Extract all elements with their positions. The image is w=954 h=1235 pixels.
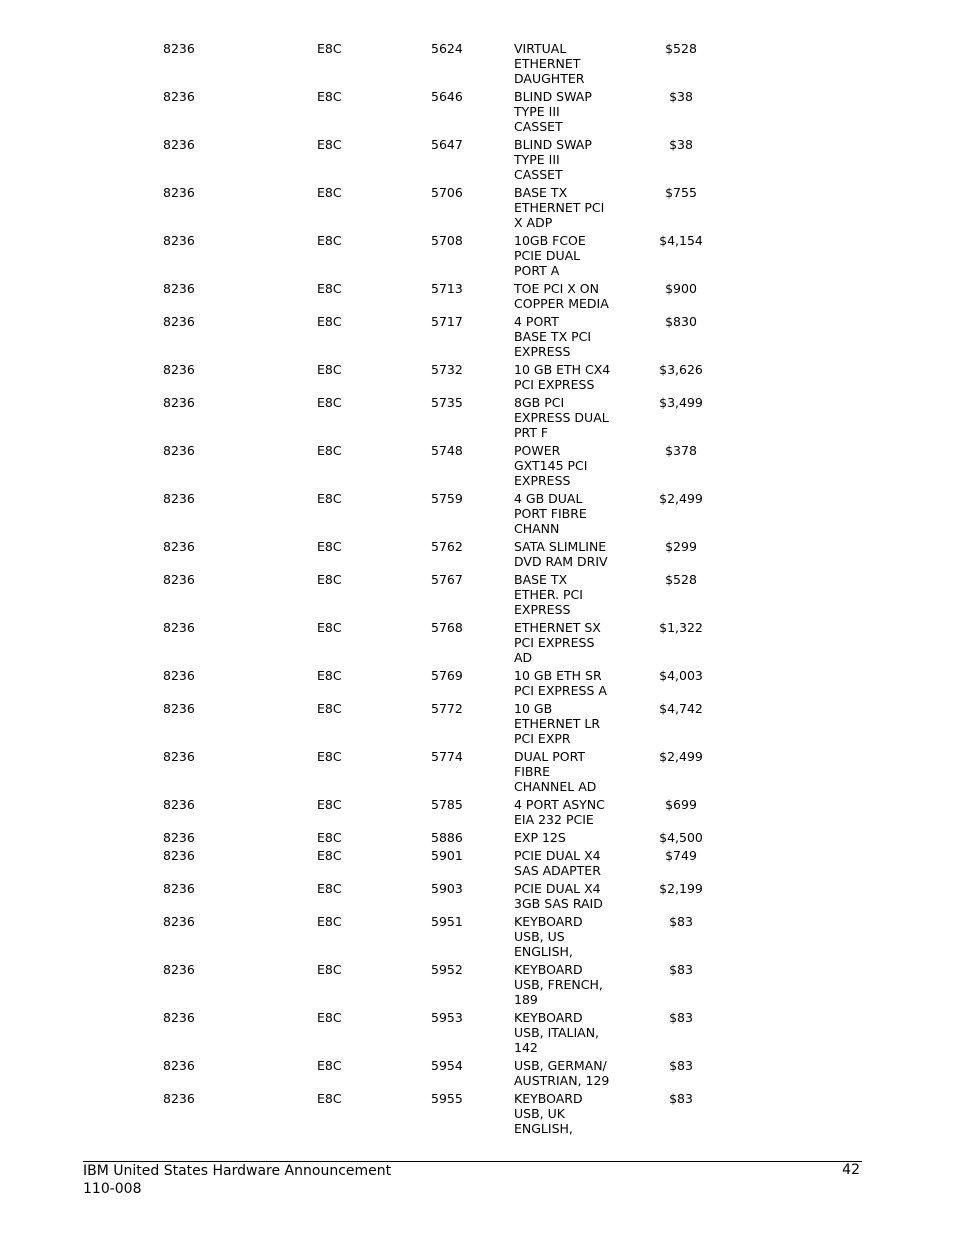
model-cell: E8C — [317, 848, 342, 863]
table-row — [0, 281, 954, 314]
feature-number-cell: 5952 — [431, 962, 463, 977]
feature-number-cell: 5762 — [431, 539, 463, 554]
feature-number-cell: 5708 — [431, 233, 463, 248]
table-row — [0, 314, 954, 362]
model-cell: E8C — [317, 1058, 342, 1073]
description-cell: PCIE DUAL X4 3GB SAS RAID — [514, 881, 603, 911]
description-cell: BASE TX ETHER. PCI EXPRESS — [514, 572, 583, 617]
machine-type-cell: 8236 — [163, 314, 195, 329]
price-cell: $528 — [665, 572, 697, 587]
price-cell: $38 — [669, 137, 693, 152]
price-cell: $1,322 — [659, 620, 703, 635]
model-cell: E8C — [317, 443, 342, 458]
model-cell: E8C — [317, 41, 342, 56]
machine-type-cell: 8236 — [163, 962, 195, 977]
model-cell: E8C — [317, 620, 342, 635]
table-row — [0, 41, 954, 89]
model-cell: E8C — [317, 89, 342, 104]
feature-number-cell: 5772 — [431, 701, 463, 716]
price-cell: $699 — [665, 797, 697, 812]
price-cell: $749 — [665, 848, 697, 863]
description-cell: TOE PCI X ON COPPER MEDIA — [514, 281, 609, 311]
price-cell: $38 — [669, 89, 693, 104]
table-row — [0, 572, 954, 620]
feature-number-cell: 5901 — [431, 848, 463, 863]
description-cell: 10GB FCOE PCIE DUAL PORT A — [514, 233, 586, 278]
footer-title: IBM United States Hardware Announcement 110-008 — [83, 1163, 392, 1197]
model-cell: E8C — [317, 137, 342, 152]
model-cell: E8C — [317, 914, 342, 929]
model-cell: E8C — [317, 233, 342, 248]
table-row — [0, 539, 954, 572]
machine-type-cell: 8236 — [163, 362, 195, 377]
model-cell: E8C — [317, 668, 342, 683]
price-cell: $4,500 — [659, 830, 703, 845]
table-row — [0, 962, 954, 1010]
description-cell: USB, GERMAN/ AUSTRIAN, 129 — [514, 1058, 610, 1088]
price-cell: $4,003 — [659, 668, 703, 683]
table-row — [0, 395, 954, 443]
table-row — [0, 185, 954, 233]
model-cell: E8C — [317, 491, 342, 506]
model-cell: E8C — [317, 314, 342, 329]
machine-type-cell: 8236 — [163, 89, 195, 104]
table-row — [0, 701, 954, 749]
feature-number-cell: 5769 — [431, 668, 463, 683]
machine-type-cell: 8236 — [163, 1010, 195, 1025]
model-cell: E8C — [317, 962, 342, 977]
description-cell: BLIND SWAP TYPE III CASSET — [514, 137, 592, 182]
price-cell: $3,499 — [659, 395, 703, 410]
feature-number-cell: 5735 — [431, 395, 463, 410]
model-cell: E8C — [317, 395, 342, 410]
model-cell: E8C — [317, 185, 342, 200]
machine-type-cell: 8236 — [163, 914, 195, 929]
price-cell: $4,154 — [659, 233, 703, 248]
feature-number-cell: 5717 — [431, 314, 463, 329]
feature-number-cell: 5785 — [431, 797, 463, 812]
table-row — [0, 1010, 954, 1058]
price-cell: $83 — [669, 1058, 693, 1073]
machine-type-cell: 8236 — [163, 491, 195, 506]
table-row — [0, 233, 954, 281]
price-cell: $378 — [665, 443, 697, 458]
price-cell: $900 — [665, 281, 697, 296]
table-row — [0, 1058, 954, 1091]
table-row — [0, 362, 954, 395]
description-cell: ETHERNET SX PCI EXPRESS AD — [514, 620, 601, 665]
model-cell: E8C — [317, 1091, 342, 1106]
feature-number-cell: 5768 — [431, 620, 463, 635]
machine-type-cell: 8236 — [163, 443, 195, 458]
table-row — [0, 443, 954, 491]
description-cell: KEYBOARD USB, ITALIAN, 142 — [514, 1010, 600, 1055]
table-row — [0, 620, 954, 668]
model-cell: E8C — [317, 749, 342, 764]
description-cell: BLIND SWAP TYPE III CASSET — [514, 89, 592, 134]
description-cell: POWER GXT145 PCI EXPRESS — [514, 443, 588, 488]
feature-number-cell: 5646 — [431, 89, 463, 104]
feature-number-cell: 5767 — [431, 572, 463, 587]
model-cell: E8C — [317, 572, 342, 587]
table-row — [0, 137, 954, 185]
machine-type-cell: 8236 — [163, 749, 195, 764]
description-cell: SATA SLIMLINE DVD RAM DRIV — [514, 539, 608, 569]
table-row — [0, 881, 954, 914]
machine-type-cell: 8236 — [163, 848, 195, 863]
price-cell: $2,199 — [659, 881, 703, 896]
price-cell: $83 — [669, 1091, 693, 1106]
description-cell: KEYBOARD USB, FRENCH, 189 — [514, 962, 603, 1007]
machine-type-cell: 8236 — [163, 797, 195, 812]
table-row — [0, 749, 954, 797]
machine-type-cell: 8236 — [163, 41, 195, 56]
feature-number-cell: 5732 — [431, 362, 463, 377]
machine-type-cell: 8236 — [163, 539, 195, 554]
description-cell: 4 PORT BASE TX PCI EXPRESS — [514, 314, 592, 359]
feature-number-cell: 5953 — [431, 1010, 463, 1025]
description-cell: 10 GB ETH CX4 PCI EXPRESS — [514, 362, 611, 392]
machine-type-cell: 8236 — [163, 233, 195, 248]
model-cell: E8C — [317, 1010, 342, 1025]
machine-type-cell: 8236 — [163, 572, 195, 587]
description-cell: BASE TX ETHERNET PCI X ADP — [514, 185, 605, 230]
page-number: 42 — [842, 1162, 860, 1178]
table-row — [0, 797, 954, 830]
price-cell: $83 — [669, 1010, 693, 1025]
feature-number-cell: 5951 — [431, 914, 463, 929]
description-cell: KEYBOARD USB, UK ENGLISH, — [514, 1091, 583, 1136]
price-cell: $2,499 — [659, 749, 703, 764]
price-cell: $830 — [665, 314, 697, 329]
machine-type-cell: 8236 — [163, 668, 195, 683]
description-cell: DUAL PORT FIBRE CHANNEL AD — [514, 749, 597, 794]
description-cell: EXP 12S — [514, 830, 566, 845]
table-row — [0, 848, 954, 881]
table-row — [0, 1091, 954, 1139]
feature-number-cell: 5955 — [431, 1091, 463, 1106]
model-cell: E8C — [317, 797, 342, 812]
price-cell: $3,626 — [659, 362, 703, 377]
price-cell: $2,499 — [659, 491, 703, 506]
model-cell: E8C — [317, 830, 342, 845]
table-row — [0, 830, 954, 848]
description-cell: VIRTUAL ETHERNET DAUGHTER — [514, 41, 585, 86]
table-row — [0, 914, 954, 962]
price-table — [0, 41, 954, 1139]
feature-number-cell: 5647 — [431, 137, 463, 152]
description-cell: 4 PORT ASYNC EIA 232 PCIE — [514, 797, 605, 827]
machine-type-cell: 8236 — [163, 620, 195, 635]
machine-type-cell: 8236 — [163, 281, 195, 296]
feature-number-cell: 5624 — [431, 41, 463, 56]
feature-number-cell: 5706 — [431, 185, 463, 200]
price-cell: $528 — [665, 41, 697, 56]
price-cell: $299 — [665, 539, 697, 554]
machine-type-cell: 8236 — [163, 830, 195, 845]
table-row — [0, 668, 954, 701]
machine-type-cell: 8236 — [163, 395, 195, 410]
description-cell: 10 GB ETH SR PCI EXPRESS A — [514, 668, 607, 698]
price-cell: $4,742 — [659, 701, 703, 716]
model-cell: E8C — [317, 881, 342, 896]
description-cell: PCIE DUAL X4 SAS ADAPTER — [514, 848, 601, 878]
table-row — [0, 491, 954, 539]
feature-number-cell: 5903 — [431, 881, 463, 896]
feature-number-cell: 5759 — [431, 491, 463, 506]
feature-number-cell: 5886 — [431, 830, 463, 845]
model-cell: E8C — [317, 539, 342, 554]
description-cell: 4 GB DUAL PORT FIBRE CHANN — [514, 491, 587, 536]
price-cell: $83 — [669, 962, 693, 977]
machine-type-cell: 8236 — [163, 701, 195, 716]
price-cell: $755 — [665, 185, 697, 200]
model-cell: E8C — [317, 701, 342, 716]
model-cell: E8C — [317, 281, 342, 296]
description-cell: 10 GB ETHERNET LR PCI EXPR — [514, 701, 601, 746]
machine-type-cell: 8236 — [163, 881, 195, 896]
feature-number-cell: 5774 — [431, 749, 463, 764]
price-cell: $83 — [669, 914, 693, 929]
table-row — [0, 89, 954, 137]
model-cell: E8C — [317, 362, 342, 377]
feature-number-cell: 5954 — [431, 1058, 463, 1073]
machine-type-cell: 8236 — [163, 185, 195, 200]
description-cell: KEYBOARD USB, US ENGLISH, — [514, 914, 583, 959]
description-cell: 8GB PCI EXPRESS DUAL PRT F — [514, 395, 609, 440]
feature-number-cell: 5713 — [431, 281, 463, 296]
feature-number-cell: 5748 — [431, 443, 463, 458]
machine-type-cell: 8236 — [163, 1058, 195, 1073]
machine-type-cell: 8236 — [163, 1091, 195, 1106]
machine-type-cell: 8236 — [163, 137, 195, 152]
